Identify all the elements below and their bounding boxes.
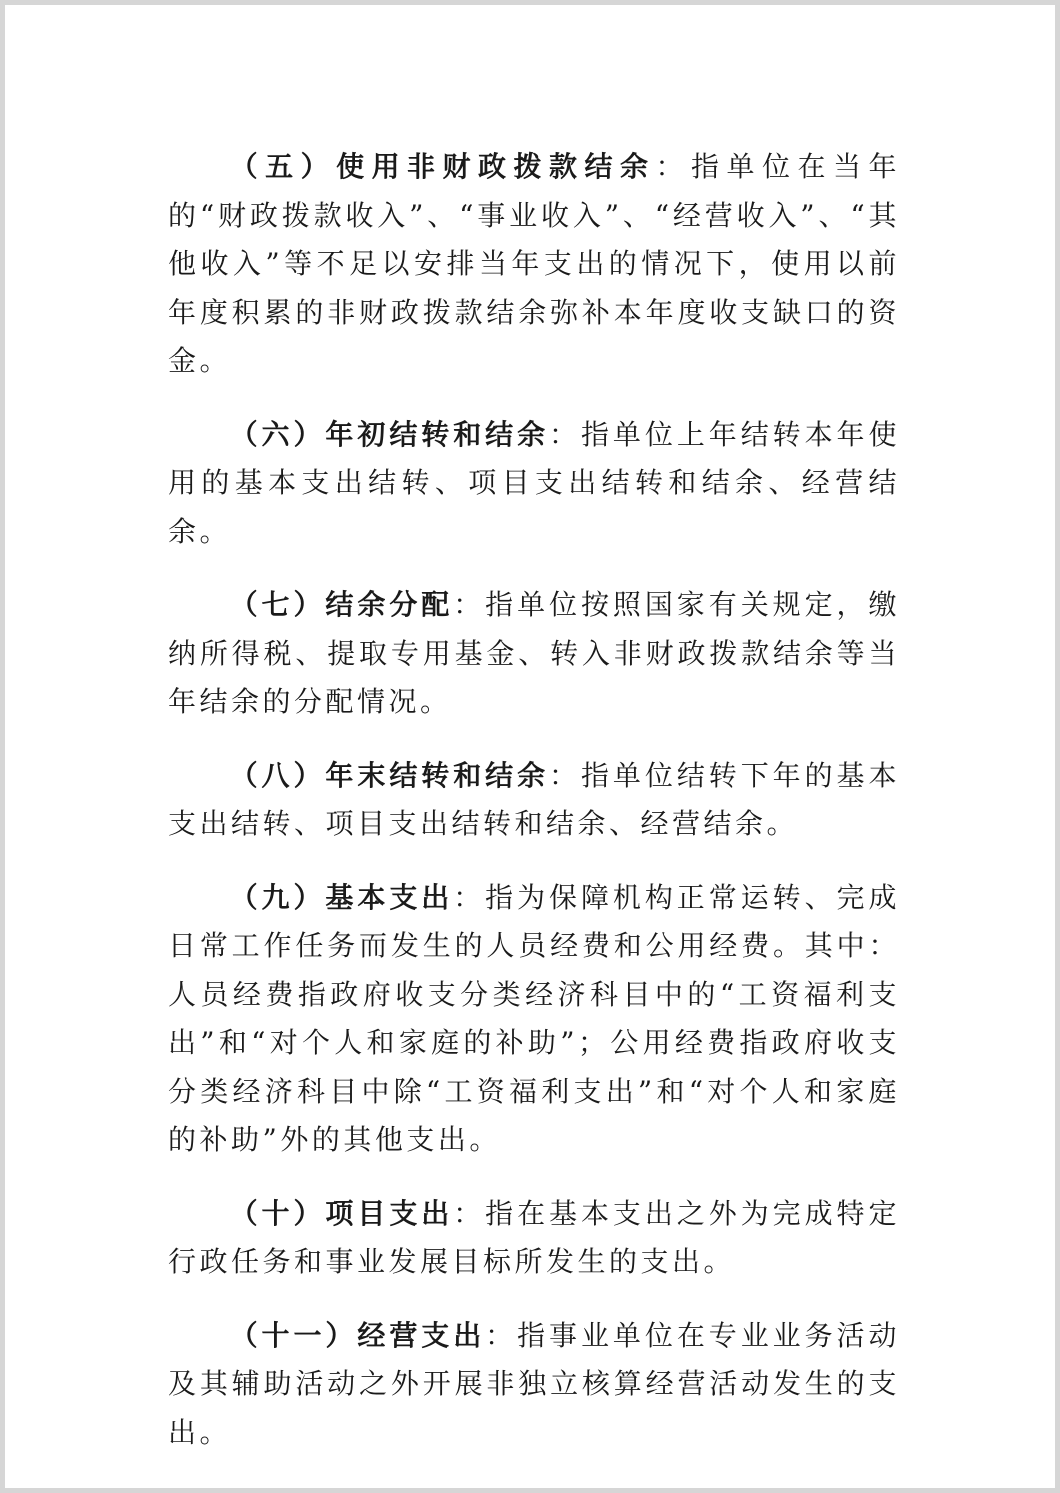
- paragraph-text: ：指在基本支出之外为完成特定行政任务和事业发展目标所发生的支出。: [168, 1196, 900, 1278]
- document-body: [168, 143, 900, 1457]
- paragraph-term: （五）使用非财政拨款结余: [229, 150, 656, 183]
- paragraph-5: [168, 143, 900, 386]
- paragraph-8: [168, 752, 900, 849]
- paragraph-6: [168, 411, 900, 557]
- paragraph-text: ：指单位上年结转本年使用的基本支出结转、项目支出结转和结余、经营结余。: [168, 417, 900, 548]
- document-page: [5, 5, 1055, 1488]
- paragraph-term: （十一）经营支出: [229, 1318, 486, 1352]
- paragraph-9: [168, 874, 900, 1165]
- paragraph-term: （十）项目支出: [229, 1196, 454, 1230]
- paragraph-text: ：指单位按照国家有关规定，缴纳所得税、提取专用基金、转入非财政拨款结余等当年结余的分配情况。: [168, 588, 900, 718]
- paragraph-text: ：指事业单位在专业业务活动及其辅助活动之外开展非独立核算经营活动发生的支出。: [168, 1318, 900, 1449]
- paragraph-term: （八）年末结转和结余: [229, 758, 550, 792]
- paragraph-7: [168, 581, 900, 727]
- paragraph-term: （六）年初结转和结余: [229, 417, 550, 451]
- paragraph-11: [168, 1312, 900, 1458]
- paragraph-text: ：指单位在当年的“财政拨款收入”、“事业收入”、“经营收入”、“其他收入”等不足以安排当年支出的情况下，使用以前年度积累的非财政拨款结余弥补本年度收支缺口的资金。: [168, 150, 900, 377]
- paragraph-text: ：指为保障机构正常运转、完成日常工作任务而发生的人员经费和公用经费。其中：人员经费指政府收支分类经济科目中的“工资福利支出”和“对个人和家庭的补助”；公用经费指政府收支分类经济科目中除“工资福利支出”和“对个人和家庭的补助”外的其他支出。: [168, 880, 900, 1156]
- paragraph-term: （九）基本支出: [229, 880, 454, 914]
- paragraph-term: （七）结余分配: [229, 588, 454, 621]
- paragraph-text: ：指单位结转下年的基本支出结转、项目支出结转和结余、经营结余。: [168, 758, 900, 840]
- paragraph-10: [168, 1190, 900, 1287]
